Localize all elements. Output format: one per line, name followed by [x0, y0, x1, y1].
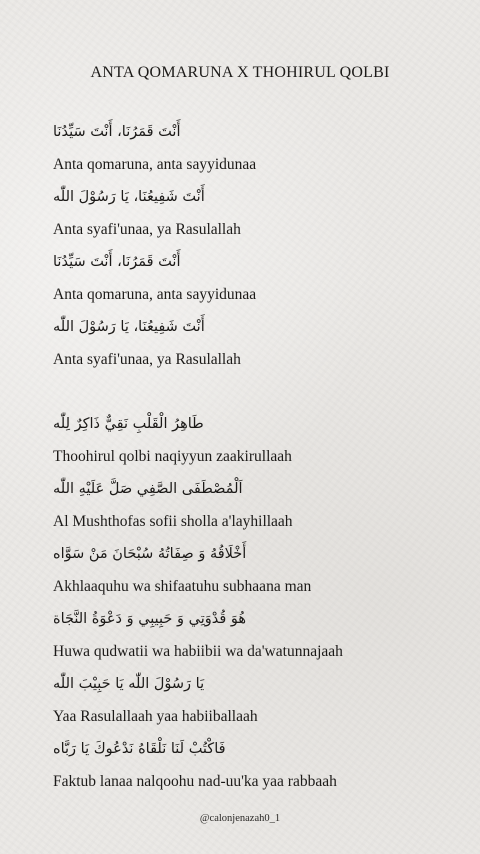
stanza-gap: [53, 376, 453, 408]
arabic-line: طَاهِرُ الْقَلْبِ نَقِيٌّ ذَاكِرٌ لِلّٰه: [53, 416, 204, 432]
stanza-2: [53, 408, 453, 798]
page-title: ANTA QOMARUNA X THOHIRUL QOLBI: [90, 64, 390, 81]
arabic-line: اَلْمُصْطَفَى الصَّفِي صَلَّ عَلَيْهِ اللّٰه: [53, 481, 243, 497]
arabic-line: أَنْتَ قَمَرُنَا، أَنْتَ سَيِّدُنَا: [53, 124, 181, 140]
latin-line: Thoohirul qolbi naqiyyun zaakirullaah: [53, 447, 292, 465]
arabic-line: هُوَ قُدْوَتِي وَ حَبِيبِي وَ دَعْوَةُ النَّجَاة: [53, 611, 247, 627]
latin-line: Akhlaaquhu wa shifaatuhu subhaana man: [53, 577, 312, 595]
arabic-line: أَنْتَ شَفِيعُنَا، يَا رَسُوْلَ اللّٰه: [53, 319, 205, 335]
arabic-line: أَخْلَاقُهُ وَ صِفَاتُهُ سُبْحَانَ مَنْ سَوَّاه: [53, 546, 247, 562]
latin-line: Yaa Rasulallaah yaa habiiballaah: [53, 707, 258, 725]
arabic-line: أَنْتَ قَمَرُنَا، أَنْتَ سَيِّدُنَا: [53, 254, 181, 270]
lyrics-body: [53, 116, 453, 798]
arabic-line: فَاكْتُبْ لَنَا نَلْقَاهُ نَدْعُوكَ يَا رَبَّاه: [53, 741, 226, 757]
latin-line: Huwa qudwatii wa habiibii wa da'watunnajaah: [53, 642, 343, 660]
latin-line: Anta syafi'unaa, ya Rasulallah: [53, 350, 241, 368]
latin-line: Anta qomaruna, anta sayyidunaa: [53, 155, 257, 173]
arabic-line: يَا رَسُوْلَ اللّٰه يَا حَبِيْبَ اللّٰه: [53, 676, 205, 692]
latin-line: Anta qomaruna, anta sayyidunaa: [53, 285, 257, 303]
latin-line: Al Mushthofas sofii sholla a'layhillaah: [53, 512, 293, 530]
latin-line: Faktub lanaa nalqoohu nad-uu'ka yaa rabbaah: [53, 772, 337, 790]
author-handle: @calonjenazah0_1: [199, 813, 281, 824]
arabic-line: أَنْتَ شَفِيعُنَا، يَا رَسُوْلَ اللّٰه: [53, 189, 205, 205]
latin-line: Anta syafi'unaa, ya Rasulallah: [53, 220, 241, 238]
stanza-1: [53, 116, 453, 376]
